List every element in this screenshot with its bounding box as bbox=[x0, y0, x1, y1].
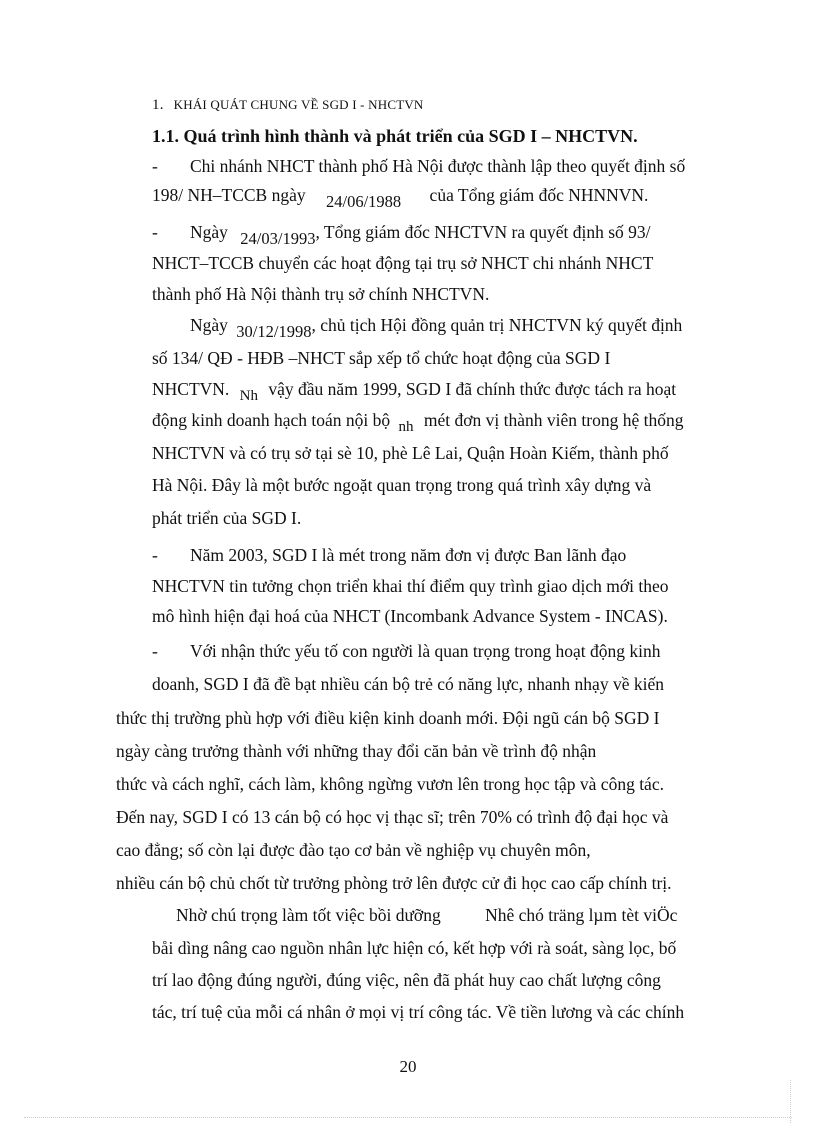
section-heading-1 bbox=[152, 98, 424, 113]
paragraph-line: thành phố Hà Nội thành trụ sở chính NHCTVN. bbox=[152, 284, 490, 304]
paragraph-line: ngày càng trưởng thành với những thay đổi căn bản về trình độ nhận bbox=[116, 741, 597, 761]
paragraph-line: båi dìng nâng cao nguồn nhân lực hiện có, kết hợp với rà soát, sàng lọc, bố bbox=[152, 938, 677, 958]
paragraph-line: NHCT–TCCB chuyển các hoạt động tại trụ sở NHCT chi nhánh NHCT bbox=[152, 253, 654, 273]
date: 24/03/1993 bbox=[240, 229, 316, 248]
paragraph-line: Hà Nội. Đây là một bước ngoặt quan trọng trong quá trình xây dựng và bbox=[152, 475, 652, 495]
paragraph-line: NHCTVN và có trụ sở tại sè 10, phè Lê Lai, Quận Hoàn Kiếm, thành phố bbox=[152, 443, 669, 463]
bullet-dash: - bbox=[152, 222, 158, 242]
page-number: 20 bbox=[399, 1057, 417, 1076]
paragraph-line: động kinh doanh hạch toán nội bộ nh mét đơn vị thành viên trong hệ thống bbox=[152, 410, 684, 435]
paragraph-line: - Với nhận thức yếu tố con người là quan trọng trong hoạt động kinh bbox=[152, 641, 661, 661]
page-border-bottom bbox=[24, 1117, 792, 1118]
bullet-dash: - bbox=[152, 641, 158, 661]
paragraph-line: Đến nay, SGD I có 13 cán bộ có học vị thạc sĩ; trên 70% có trình độ đại học và bbox=[116, 807, 669, 827]
paragraph-line: - Năm 2003, SGD I là mét trong năm đơn vị được Ban lãnh đạo bbox=[152, 545, 627, 565]
paragraph-line: tác, trí tuệ của mỗi cá nhân ở mọi vị trí công tác. Về tiền lương và các chính bbox=[152, 1002, 685, 1022]
section-heading-1-1: 1.1. Quá trình hình thành và phát triển của SGD I – NHCTVN. bbox=[152, 126, 638, 146]
paragraph-line: phát triển của SGD I. bbox=[152, 508, 302, 528]
paragraph-line: cao đẳng; số còn lại được đào tạo cơ bản về nghiệp vụ chuyên môn, bbox=[116, 840, 591, 860]
paragraph-line: 198/ NH–TCCB ngày 24/06/1988 của Tổng giám đốc NHNNVN. bbox=[152, 185, 649, 211]
paragraph-line: số 134/ QĐ - HĐB –NHCT sắp xếp tổ chức hoạt động của SGD I bbox=[152, 348, 611, 368]
date: 24/06/1988 bbox=[326, 192, 402, 211]
paragraph-line: doanh, SGD I đã đề bạt nhiều cán bộ trẻ có năng lực, nhanh nhạy về kiến bbox=[152, 674, 664, 694]
paragraph-line: NHCTVN tin tưởng chọn triển khai thí điểm quy trình giao dịch mới theo bbox=[152, 576, 669, 596]
paragraph-line: - Chi nhánh NHCT thành phố Hà Nội được thành lập theo quyết định số bbox=[152, 156, 686, 176]
page-border-right bbox=[790, 1080, 791, 1123]
paragraph-line: trí lao động đúng người, đúng việc, nên đã phát huy cao chất lượng công bbox=[152, 970, 661, 990]
bullet-dash: - bbox=[152, 156, 158, 176]
paragraph-line: - Ngày 24/03/1993, Tổng giám đốc NHCTVN ra quyết định số 93/ bbox=[152, 222, 651, 248]
heading-text: KHÁI QUÁT CHUNG VỀ SGD I - NHCTVN bbox=[173, 97, 424, 112]
bullet-dash: - bbox=[152, 545, 158, 565]
paragraph-line: thức và cách nghĩ, cách làm, không ngừng vươn lên trong học tập và công tác. bbox=[116, 774, 664, 794]
paragraph-line: mô hình hiện đại hoá của NHCT (Incombank Advance System - INCAS). bbox=[152, 606, 668, 626]
date: 30/12/1998 bbox=[236, 322, 312, 341]
paragraph-line: nhiều cán bộ chủ chốt từ trưởng phòng trở lên được cử đi học cao cấp chính trị. bbox=[116, 873, 672, 893]
paragraph-line: thức thị trường phù hợp với điều kiện kinh doanh mới. Đội ngũ cán bộ SGD I bbox=[116, 708, 660, 728]
heading-number: 1. bbox=[152, 97, 164, 113]
paragraph-line: Nhờ chú trọng làm tốt việc bồi dưỡng Nhê chó träng lµm tèt viÖc bbox=[176, 905, 678, 925]
paragraph-line: Ngày 30/12/1998, chủ tịch Hội đồng quản trị NHCTVN ký quyết định bbox=[190, 315, 683, 341]
paragraph-line: NHCTVN. Nh vậy đầu năm 1999, SGD I đã chính thức được tách ra hoạt bbox=[152, 379, 677, 404]
